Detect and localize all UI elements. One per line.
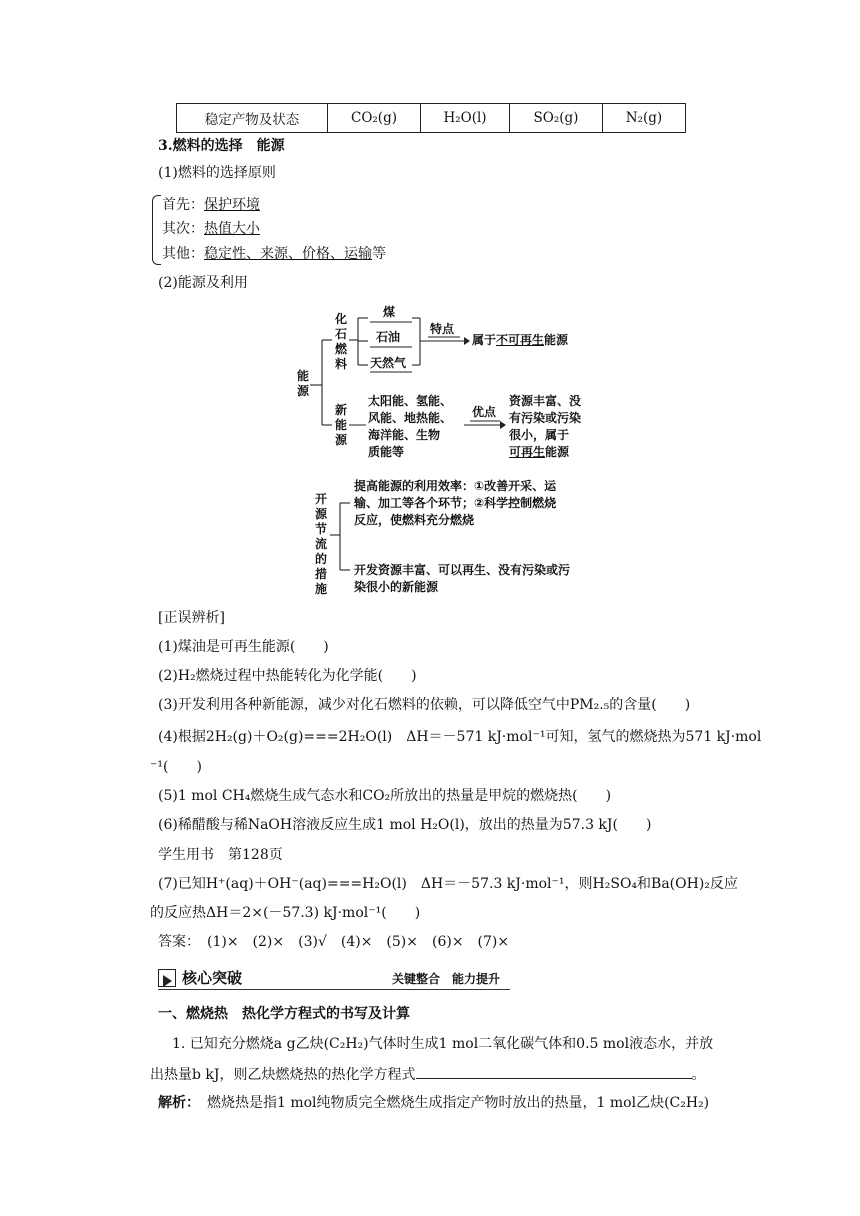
judge-item: 的反应热ΔH＝2×(－57.3) kJ·mol⁻¹( )	[150, 905, 421, 921]
fossil-fuel-label: 化石燃料	[334, 312, 347, 371]
measure-text: 提高能源的利用效率：①改善开采、运	[354, 479, 557, 493]
table-cell: H₂O(l)	[421, 104, 510, 133]
fossil-item: 煤	[383, 305, 396, 319]
diagram-root-label: 能源	[296, 369, 309, 398]
measures-label: 开源节流的措施	[314, 492, 327, 596]
table-cell: 稳定产物及状态	[177, 104, 328, 133]
principle-item: 首先：保护环境	[162, 197, 260, 213]
measure-text: 反应，使燃料充分燃烧	[354, 513, 475, 527]
subheading: (2)能源及利用	[158, 275, 248, 291]
judge-item: ⁻¹( )	[150, 759, 202, 775]
new-energy-label: 新能源	[334, 403, 347, 447]
judge-item: (3)开发利用各种新能源，减少对化石燃料的依赖，可以降低空气中PM₂.₅的含量( )	[158, 697, 691, 713]
principle-item: 其次：热值大小	[162, 221, 260, 237]
banner-title: 核心突破	[182, 969, 243, 987]
new-energy-item: 海洋能、生物	[368, 428, 441, 442]
answer-line: 答案： (1)× (2)× (3)√ (4)× (5)× (6)× (7)×	[158, 934, 510, 950]
judge-item: (4)根据2H₂(g)＋O₂(g)===2H₂O(l) ΔH＝－571 kJ·mol⁻¹可知，氢气的燃烧热为571 kJ·mol	[158, 729, 762, 745]
table-cell: SO₂(g)	[510, 104, 603, 133]
new-energy-item: 太阳能、氢能、	[368, 394, 453, 408]
fossil-feature-label: 特点	[430, 322, 455, 336]
subheading: (1)燃料的选择原则	[158, 165, 276, 181]
new-energy-item: 风能、地热能、	[368, 411, 453, 425]
judge-item: (6)稀醋酸与稀NaOH溶液反应生成1 mol H₂O(l)，放出的热量为57.3 kJ( )	[158, 817, 652, 833]
analysis-text: 解析： 燃烧热是指1 mol纯物质完全燃烧生成指定产物时放出的热量，1 mol乙炔(C₂H₂)	[158, 1095, 710, 1111]
table-cell: CO₂(g)	[328, 104, 421, 133]
principle-item: 其他：稳定性、来源、价格、运输等	[162, 246, 386, 262]
judge-item: (5)1 mol CH₄燃烧生成气态水和CO₂所放出的热量是甲烷的燃烧热( )	[158, 788, 612, 804]
new-energy-result: 资源丰富、没	[509, 394, 582, 408]
fossil-result: 属于不可再生能源	[472, 333, 569, 347]
new-energy-feature-label: 优点	[472, 405, 497, 419]
judge-item: (7)已知H⁺(aq)＋OH⁻(aq)===H₂O(l) ΔH＝－57.3 kJ·mol⁻¹，则H₂SO₄和Ba(OH)₂反应	[158, 876, 738, 892]
new-energy-item: 质能等	[368, 445, 405, 459]
new-energy-result: 有污染或污染	[509, 411, 582, 425]
question-text: 出热量b kJ，则乙炔燃烧热的热化学方程式 。	[150, 1064, 706, 1085]
judge-item: (2)H₂燃烧过程中热能转化为化学能( )	[158, 668, 417, 684]
play-icon	[158, 969, 176, 987]
answer-blank[interactable]	[416, 1064, 692, 1079]
book-reference: 学生用书 第128页	[158, 847, 283, 863]
new-energy-result: 可再生能源	[509, 445, 570, 459]
measure-text: 输、加工等各个环节；②科学控制燃烧	[354, 496, 557, 510]
measure-text: 染很小的新能源	[354, 580, 439, 594]
section-heading: 3.燃料的选择 能源	[158, 138, 285, 154]
measure-text: 开发资源丰富、可以再生、没有污染或污	[354, 563, 571, 577]
core-breakthrough-banner	[158, 967, 510, 990]
judge-heading: [正误辨析]	[158, 610, 225, 626]
banner-subtitle: 关键整合 能力提升	[392, 972, 501, 986]
table-cell: N₂(g)	[603, 104, 686, 133]
fossil-item: 天然气	[370, 356, 407, 370]
part-heading: 一、燃烧热 热化学方程式的书写及计算	[158, 1006, 410, 1022]
question-text: 1. 已知充分燃烧a g乙炔(C₂H₂)气体时生成1 mol二氧化碳气体和0.5 mol液态水，并放	[172, 1036, 714, 1052]
new-energy-result: 很小，属于	[509, 428, 570, 442]
fossil-item: 石油	[376, 330, 401, 344]
judge-item: (1)煤油是可再生能源( )	[158, 639, 329, 655]
